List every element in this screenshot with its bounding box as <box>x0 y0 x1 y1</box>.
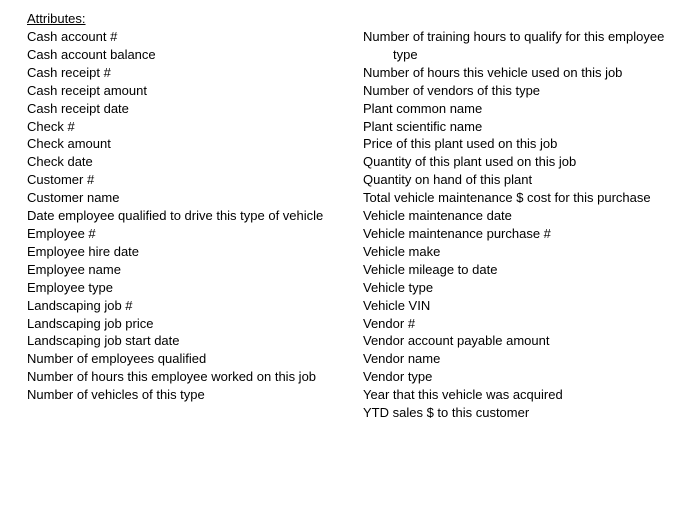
list-item: Number of employees qualified <box>27 351 207 367</box>
list-item: Vendor name <box>363 351 441 367</box>
list-item: YTD sales $ to this customer <box>363 405 530 421</box>
list-item: Number of training hours to qualify for this employee type <box>363 29 665 62</box>
attributes-list-right <box>363 28 683 422</box>
list-item: Price of this plant used on this job <box>363 136 558 152</box>
list-item: Total vehicle maintenance $ cost for this purchase <box>363 190 651 206</box>
list-item: Vehicle type <box>363 279 434 295</box>
list-item: Date employee qualified to drive this type of vehicle <box>27 208 324 224</box>
list-item: Landscaping job # <box>27 297 133 313</box>
list-item: Check date <box>27 154 93 170</box>
list-item: Quantity of this plant used on this job <box>363 154 577 170</box>
list-item: Customer # <box>27 172 95 188</box>
list-item: Vehicle mileage to date <box>363 261 498 277</box>
list-item: Cash account # <box>27 29 118 44</box>
list-item: Number of hours this vehicle used on this job <box>363 64 623 80</box>
list-item: Plant common name <box>363 100 483 116</box>
attributes-heading: Attributes: <box>27 11 86 26</box>
list-item: Cash receipt date <box>27 100 129 116</box>
list-item: Year that this vehicle was acquired <box>363 387 563 403</box>
attributes-list-left <box>27 28 327 404</box>
list-item: Employee hire date <box>27 243 140 259</box>
list-item: Number of hours this employee worked on this job <box>27 369 317 385</box>
list-item: Employee # <box>27 225 96 241</box>
list-item: Landscaping job start date <box>27 333 180 349</box>
list-item: Check # <box>27 118 75 134</box>
list-item: Employee name <box>27 261 121 277</box>
list-item: Vendor type <box>363 369 433 385</box>
list-item: Vehicle maintenance purchase # <box>363 225 551 241</box>
list-item: Cash receipt amount <box>27 82 147 98</box>
list-item: Check amount <box>27 136 111 152</box>
list-item: Cash receipt # <box>27 64 111 80</box>
list-item: Landscaping job price <box>27 315 154 331</box>
list-item: Number of vehicles of this type <box>27 387 205 403</box>
list-item: Employee type <box>27 279 113 295</box>
list-item: Quantity on hand of this plant <box>363 172 533 188</box>
list-item: Plant scientific name <box>363 118 483 134</box>
list-item: Vehicle maintenance date <box>363 208 512 224</box>
list-item: Vendor # <box>363 315 416 331</box>
list-item: Vehicle make <box>363 243 441 259</box>
list-item: Cash account balance <box>27 46 156 62</box>
list-item: Customer name <box>27 190 120 206</box>
list-item: Number of vendors of this type <box>363 82 541 98</box>
list-item: Vendor account payable amount <box>363 333 550 349</box>
list-item: Vehicle VIN <box>363 297 431 313</box>
